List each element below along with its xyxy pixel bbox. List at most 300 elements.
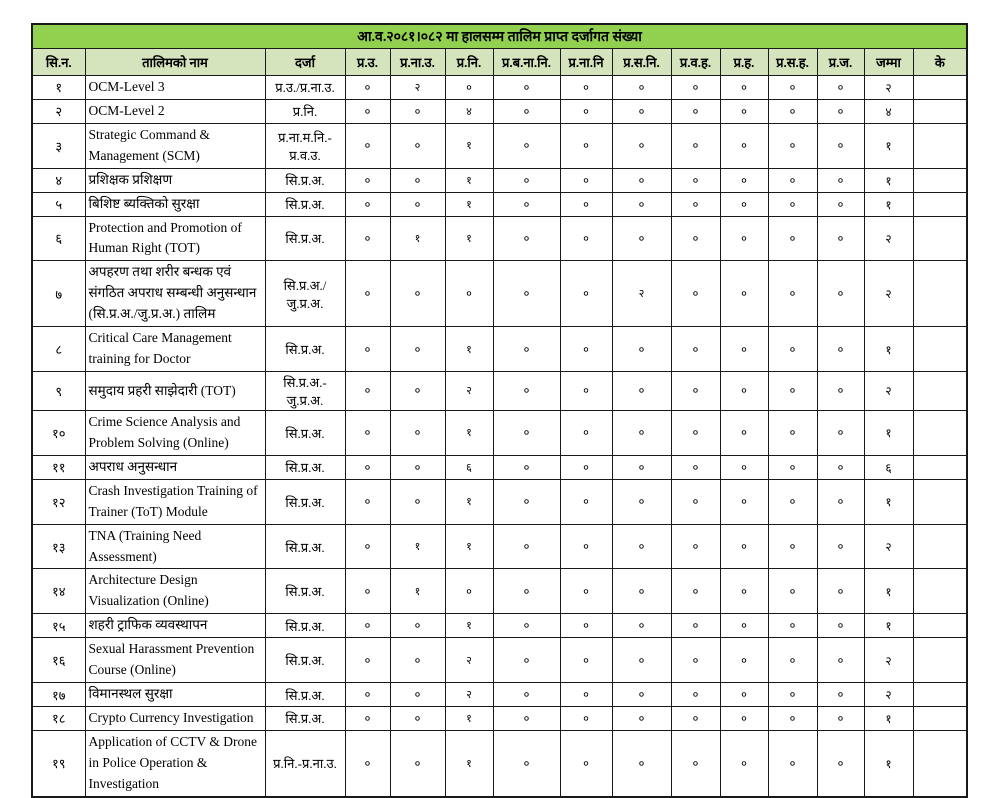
column-header-13: जम्मा bbox=[864, 49, 913, 76]
count-cell: ० bbox=[671, 479, 720, 524]
remark-cell bbox=[913, 76, 967, 100]
serial-number-cell: १० bbox=[32, 410, 85, 455]
serial-number-cell: १२ bbox=[32, 479, 85, 524]
total-cell: २ bbox=[864, 638, 913, 683]
serial-number-cell: ८ bbox=[32, 327, 85, 372]
count-cell: ० bbox=[345, 524, 390, 569]
table-row bbox=[32, 683, 967, 707]
count-cell: ० bbox=[612, 479, 671, 524]
table-row bbox=[32, 216, 967, 261]
count-cell: ० bbox=[345, 216, 390, 261]
count-cell: ० bbox=[817, 261, 864, 327]
count-cell: ० bbox=[493, 123, 560, 168]
training-name-cell: प्रशिक्षक प्रशिक्षण bbox=[85, 168, 265, 192]
serial-number-cell: १९ bbox=[32, 730, 85, 796]
column-header-11: प्र.स.ह. bbox=[768, 49, 817, 76]
count-cell: १ bbox=[445, 168, 493, 192]
count-cell: ० bbox=[390, 371, 445, 410]
column-header-4: प्र.ना.उ. bbox=[390, 49, 445, 76]
column-header-8: प्र.स.नि. bbox=[612, 49, 671, 76]
column-header-14: के bbox=[913, 49, 967, 76]
rank-cell: सि.प्र.अ.-जु.प्र.अ. bbox=[265, 371, 345, 410]
rank-cell: सि.प्र.अ. bbox=[265, 455, 345, 479]
count-cell: ० bbox=[345, 683, 390, 707]
count-cell: ० bbox=[768, 76, 817, 100]
total-cell: १ bbox=[864, 706, 913, 730]
rank-cell: सि.प्र.अ. bbox=[265, 569, 345, 614]
count-cell: ० bbox=[768, 410, 817, 455]
count-cell: ० bbox=[612, 614, 671, 638]
count-cell: ० bbox=[493, 614, 560, 638]
count-cell: ० bbox=[671, 371, 720, 410]
rank-cell: सि.प्र.अ. bbox=[265, 479, 345, 524]
count-cell: ० bbox=[612, 683, 671, 707]
count-cell: ० bbox=[768, 569, 817, 614]
table-row bbox=[32, 327, 967, 372]
training-name-cell: Application of CCTV & Drone in Police Operation & Investigation bbox=[85, 730, 265, 796]
training-name-cell: OCM-Level 3 bbox=[85, 76, 265, 100]
training-name-cell: शहरी ट्राफिक व्यवस्थापन bbox=[85, 614, 265, 638]
count-cell: ० bbox=[768, 371, 817, 410]
count-cell: ० bbox=[390, 192, 445, 216]
column-header-10: प्र.ह. bbox=[720, 49, 768, 76]
count-cell: ० bbox=[671, 706, 720, 730]
count-cell: ० bbox=[493, 479, 560, 524]
count-cell: १ bbox=[445, 192, 493, 216]
count-cell: ० bbox=[493, 99, 560, 123]
training-name-cell: Strategic Command & Management (SCM) bbox=[85, 123, 265, 168]
count-cell: ० bbox=[612, 455, 671, 479]
count-cell: ० bbox=[493, 192, 560, 216]
count-cell: १ bbox=[445, 123, 493, 168]
count-cell: ० bbox=[720, 614, 768, 638]
count-cell: ० bbox=[720, 168, 768, 192]
count-cell: ० bbox=[612, 638, 671, 683]
count-cell: ० bbox=[345, 192, 390, 216]
count-cell: ० bbox=[720, 261, 768, 327]
column-header-9: प्र.व.ह. bbox=[671, 49, 720, 76]
count-cell: ० bbox=[345, 455, 390, 479]
count-cell: ० bbox=[560, 371, 612, 410]
training-name-cell: OCM-Level 2 bbox=[85, 99, 265, 123]
count-cell: ० bbox=[671, 410, 720, 455]
serial-number-cell: ७ bbox=[32, 261, 85, 327]
count-cell: ० bbox=[612, 524, 671, 569]
count-cell: ० bbox=[817, 524, 864, 569]
count-cell: १ bbox=[390, 569, 445, 614]
total-cell: १ bbox=[864, 569, 913, 614]
count-cell: ० bbox=[817, 455, 864, 479]
count-cell: ० bbox=[390, 614, 445, 638]
count-cell: ० bbox=[768, 455, 817, 479]
count-cell: १ bbox=[390, 524, 445, 569]
count-cell: ० bbox=[768, 123, 817, 168]
remark-cell bbox=[913, 99, 967, 123]
count-cell: १ bbox=[445, 479, 493, 524]
table-row bbox=[32, 479, 967, 524]
count-cell: ० bbox=[817, 99, 864, 123]
remark-cell bbox=[913, 192, 967, 216]
serial-number-cell: १८ bbox=[32, 706, 85, 730]
count-cell: ० bbox=[345, 638, 390, 683]
total-cell: २ bbox=[864, 683, 913, 707]
training-name-cell: Crime Science Analysis and Problem Solving (Online) bbox=[85, 410, 265, 455]
table-row bbox=[32, 261, 967, 327]
count-cell: ० bbox=[817, 371, 864, 410]
count-cell: ० bbox=[817, 410, 864, 455]
count-cell: ० bbox=[768, 479, 817, 524]
serial-number-cell: १६ bbox=[32, 638, 85, 683]
count-cell: ० bbox=[720, 524, 768, 569]
table-row bbox=[32, 123, 967, 168]
table-row bbox=[32, 76, 967, 100]
count-cell: ० bbox=[493, 524, 560, 569]
count-cell: ० bbox=[817, 614, 864, 638]
remark-cell bbox=[913, 479, 967, 524]
serial-number-cell: १४ bbox=[32, 569, 85, 614]
total-cell: १ bbox=[864, 410, 913, 455]
count-cell: ४ bbox=[445, 99, 493, 123]
count-cell: २ bbox=[390, 76, 445, 100]
count-cell: ० bbox=[671, 76, 720, 100]
header-row bbox=[32, 49, 967, 76]
remark-cell bbox=[913, 524, 967, 569]
count-cell: ० bbox=[720, 638, 768, 683]
count-cell: ० bbox=[817, 730, 864, 796]
serial-number-cell: ६ bbox=[32, 216, 85, 261]
rank-cell: सि.प्र.अ. bbox=[265, 168, 345, 192]
page-title: आ.व.२०८१।०८२ मा हालसम्म तालिम प्राप्त दर्जागत संख्या bbox=[32, 24, 967, 49]
remark-cell bbox=[913, 706, 967, 730]
count-cell: ० bbox=[345, 261, 390, 327]
count-cell: ० bbox=[720, 706, 768, 730]
total-cell: १ bbox=[864, 123, 913, 168]
table-row bbox=[32, 614, 967, 638]
count-cell: ० bbox=[720, 683, 768, 707]
rank-cell: सि.प्र.अ. bbox=[265, 524, 345, 569]
remark-cell bbox=[913, 371, 967, 410]
count-cell: ० bbox=[720, 99, 768, 123]
table-row bbox=[32, 371, 967, 410]
count-cell: ० bbox=[612, 730, 671, 796]
count-cell: ० bbox=[612, 371, 671, 410]
count-cell: ० bbox=[560, 569, 612, 614]
count-cell: ० bbox=[671, 683, 720, 707]
count-cell: ० bbox=[493, 730, 560, 796]
count-cell: ० bbox=[560, 168, 612, 192]
count-cell: ० bbox=[612, 216, 671, 261]
column-header-1: तालिमको नाम bbox=[85, 49, 265, 76]
column-header-0: सि.न. bbox=[32, 49, 85, 76]
count-cell: ० bbox=[817, 168, 864, 192]
count-cell: १ bbox=[445, 216, 493, 261]
count-cell: ० bbox=[768, 192, 817, 216]
count-cell: ० bbox=[671, 455, 720, 479]
training-name-cell: Critical Care Management training for Doctor bbox=[85, 327, 265, 372]
training-name-cell: समुदाय प्रहरी साझेदारी (TOT) bbox=[85, 371, 265, 410]
rank-cell: प्र.ना.म.नि.-प्र.व.उ. bbox=[265, 123, 345, 168]
count-cell: ० bbox=[345, 614, 390, 638]
count-cell: ० bbox=[817, 192, 864, 216]
serial-number-cell: १७ bbox=[32, 683, 85, 707]
total-cell: १ bbox=[864, 192, 913, 216]
count-cell: ० bbox=[345, 410, 390, 455]
rank-cell: सि.प्र.अ. bbox=[265, 410, 345, 455]
table-row bbox=[32, 524, 967, 569]
count-cell: ० bbox=[345, 76, 390, 100]
count-cell: १ bbox=[445, 410, 493, 455]
count-cell: ० bbox=[345, 479, 390, 524]
count-cell: ० bbox=[612, 327, 671, 372]
count-cell: १ bbox=[445, 327, 493, 372]
count-cell: ० bbox=[493, 638, 560, 683]
serial-number-cell: ४ bbox=[32, 168, 85, 192]
count-cell: १ bbox=[445, 614, 493, 638]
serial-number-cell: १ bbox=[32, 76, 85, 100]
rank-cell: प्र.उ./प्र.ना.उ. bbox=[265, 76, 345, 100]
column-header-2: दर्जा bbox=[265, 49, 345, 76]
document-sheet bbox=[31, 23, 968, 798]
serial-number-cell: ९ bbox=[32, 371, 85, 410]
rank-cell: सि.प्र.अ. bbox=[265, 638, 345, 683]
count-cell: ६ bbox=[445, 455, 493, 479]
count-cell: ० bbox=[612, 569, 671, 614]
column-header-12: प्र.ज. bbox=[817, 49, 864, 76]
remark-cell bbox=[913, 614, 967, 638]
count-cell: ० bbox=[720, 76, 768, 100]
column-header-7: प्र.ना.नि bbox=[560, 49, 612, 76]
count-cell: ० bbox=[493, 683, 560, 707]
serial-number-cell: १३ bbox=[32, 524, 85, 569]
count-cell: ० bbox=[560, 706, 612, 730]
count-cell: ० bbox=[768, 683, 817, 707]
count-cell: ० bbox=[493, 261, 560, 327]
count-cell: ० bbox=[560, 479, 612, 524]
count-cell: ० bbox=[612, 410, 671, 455]
rank-cell: सि.प्र.अ. bbox=[265, 706, 345, 730]
count-cell: ० bbox=[671, 638, 720, 683]
count-cell: ० bbox=[560, 261, 612, 327]
training-name-cell: Protection and Promotion of Human Right (TOT) bbox=[85, 216, 265, 261]
training-name-cell: अपराध अनुसन्धान bbox=[85, 455, 265, 479]
count-cell: ० bbox=[345, 569, 390, 614]
serial-number-cell: ११ bbox=[32, 455, 85, 479]
count-cell: ० bbox=[560, 524, 612, 569]
remark-cell bbox=[913, 216, 967, 261]
count-cell: ० bbox=[612, 76, 671, 100]
count-cell: १ bbox=[445, 730, 493, 796]
count-cell: ० bbox=[720, 123, 768, 168]
count-cell: ० bbox=[445, 261, 493, 327]
count-cell: ० bbox=[817, 327, 864, 372]
remark-cell bbox=[913, 455, 967, 479]
training-name-cell: बिशिष्ट ब्यक्तिको सुरक्षा bbox=[85, 192, 265, 216]
remark-cell bbox=[913, 123, 967, 168]
count-cell: ० bbox=[612, 192, 671, 216]
count-cell: २ bbox=[445, 371, 493, 410]
count-cell: ० bbox=[612, 168, 671, 192]
count-cell: ० bbox=[768, 261, 817, 327]
count-cell: ० bbox=[345, 730, 390, 796]
count-cell: ० bbox=[817, 216, 864, 261]
count-cell: ० bbox=[445, 569, 493, 614]
remark-cell bbox=[913, 638, 967, 683]
count-cell: ० bbox=[612, 706, 671, 730]
count-cell: ० bbox=[612, 99, 671, 123]
training-name-cell: विमानस्थल सुरक्षा bbox=[85, 683, 265, 707]
count-cell: ० bbox=[560, 614, 612, 638]
count-cell: ० bbox=[768, 327, 817, 372]
count-cell: १ bbox=[390, 216, 445, 261]
remark-cell bbox=[913, 327, 967, 372]
count-cell: ० bbox=[768, 638, 817, 683]
count-cell: ० bbox=[720, 216, 768, 261]
count-cell: ० bbox=[671, 614, 720, 638]
count-cell: ० bbox=[493, 569, 560, 614]
count-cell: ० bbox=[345, 371, 390, 410]
remark-cell bbox=[913, 683, 967, 707]
count-cell: १ bbox=[445, 706, 493, 730]
count-cell: ० bbox=[671, 99, 720, 123]
table-row bbox=[32, 638, 967, 683]
table-row bbox=[32, 168, 967, 192]
count-cell: ० bbox=[390, 99, 445, 123]
count-cell: २ bbox=[445, 683, 493, 707]
table-body bbox=[32, 76, 967, 797]
count-cell: ० bbox=[768, 614, 817, 638]
remark-cell bbox=[913, 730, 967, 796]
count-cell: ० bbox=[817, 683, 864, 707]
title-row bbox=[32, 24, 967, 49]
count-cell: १ bbox=[445, 524, 493, 569]
total-cell: १ bbox=[864, 327, 913, 372]
count-cell: ० bbox=[720, 192, 768, 216]
count-cell: ० bbox=[671, 216, 720, 261]
count-cell: ० bbox=[671, 730, 720, 796]
rank-cell: सि.प्र.अ./जु.प्र.अ. bbox=[265, 261, 345, 327]
count-cell: ० bbox=[671, 168, 720, 192]
count-cell: ० bbox=[768, 168, 817, 192]
count-cell: ० bbox=[445, 76, 493, 100]
remark-cell bbox=[913, 410, 967, 455]
count-cell: ० bbox=[817, 76, 864, 100]
column-header-5: प्र.नि. bbox=[445, 49, 493, 76]
count-cell: ० bbox=[817, 123, 864, 168]
count-cell: ० bbox=[390, 123, 445, 168]
total-cell: ४ bbox=[864, 99, 913, 123]
remark-cell bbox=[913, 168, 967, 192]
count-cell: ० bbox=[390, 410, 445, 455]
count-cell: ० bbox=[390, 683, 445, 707]
count-cell: ० bbox=[817, 479, 864, 524]
count-cell: ० bbox=[560, 123, 612, 168]
count-cell: ० bbox=[390, 479, 445, 524]
count-cell: ० bbox=[493, 410, 560, 455]
table-row bbox=[32, 706, 967, 730]
count-cell: ० bbox=[720, 371, 768, 410]
training-name-cell: TNA (Training Need Assessment) bbox=[85, 524, 265, 569]
table-row bbox=[32, 730, 967, 796]
count-cell: ० bbox=[345, 99, 390, 123]
table-row bbox=[32, 455, 967, 479]
serial-number-cell: २ bbox=[32, 99, 85, 123]
count-cell: ० bbox=[390, 638, 445, 683]
count-cell: ० bbox=[345, 123, 390, 168]
rank-cell: सि.प्र.अ. bbox=[265, 327, 345, 372]
rank-cell: सि.प्र.अ. bbox=[265, 614, 345, 638]
count-cell: ० bbox=[768, 524, 817, 569]
count-cell: ० bbox=[817, 569, 864, 614]
rank-cell: सि.प्र.अ. bbox=[265, 192, 345, 216]
total-cell: १ bbox=[864, 168, 913, 192]
count-cell: ० bbox=[560, 192, 612, 216]
serial-number-cell: ५ bbox=[32, 192, 85, 216]
count-cell: ० bbox=[817, 638, 864, 683]
training-rank-table bbox=[31, 23, 968, 798]
count-cell: ० bbox=[390, 168, 445, 192]
count-cell: ० bbox=[671, 327, 720, 372]
count-cell: ० bbox=[768, 216, 817, 261]
count-cell: ० bbox=[493, 371, 560, 410]
table-row bbox=[32, 569, 967, 614]
total-cell: २ bbox=[864, 371, 913, 410]
count-cell: ० bbox=[560, 638, 612, 683]
count-cell: ० bbox=[390, 730, 445, 796]
total-cell: २ bbox=[864, 216, 913, 261]
count-cell: ० bbox=[560, 410, 612, 455]
count-cell: ० bbox=[720, 410, 768, 455]
count-cell: ० bbox=[493, 706, 560, 730]
column-header-6: प्र.ब.ना.नि. bbox=[493, 49, 560, 76]
count-cell: ० bbox=[560, 683, 612, 707]
count-cell: ० bbox=[720, 455, 768, 479]
count-cell: ० bbox=[720, 479, 768, 524]
count-cell: ० bbox=[390, 706, 445, 730]
rank-cell: प्र.नि.-प्र.ना.उ. bbox=[265, 730, 345, 796]
remark-cell bbox=[913, 569, 967, 614]
table-row bbox=[32, 192, 967, 216]
count-cell: ० bbox=[345, 706, 390, 730]
count-cell: ० bbox=[671, 569, 720, 614]
count-cell: ० bbox=[560, 99, 612, 123]
total-cell: १ bbox=[864, 479, 913, 524]
count-cell: ० bbox=[560, 216, 612, 261]
count-cell: २ bbox=[612, 261, 671, 327]
total-cell: १ bbox=[864, 614, 913, 638]
total-cell: १ bbox=[864, 730, 913, 796]
count-cell: ० bbox=[768, 730, 817, 796]
count-cell: ० bbox=[560, 327, 612, 372]
count-cell: ० bbox=[560, 455, 612, 479]
total-cell: ६ bbox=[864, 455, 913, 479]
remark-cell bbox=[913, 261, 967, 327]
count-cell: २ bbox=[445, 638, 493, 683]
count-cell: ० bbox=[493, 168, 560, 192]
table-row bbox=[32, 99, 967, 123]
serial-number-cell: १५ bbox=[32, 614, 85, 638]
count-cell: ० bbox=[671, 192, 720, 216]
count-cell: ० bbox=[612, 123, 671, 168]
count-cell: ० bbox=[493, 216, 560, 261]
total-cell: २ bbox=[864, 261, 913, 327]
count-cell: ० bbox=[768, 706, 817, 730]
count-cell: ० bbox=[493, 455, 560, 479]
count-cell: ० bbox=[768, 99, 817, 123]
total-cell: २ bbox=[864, 524, 913, 569]
training-name-cell: Crash Investigation Training of Trainer (ToT) Module bbox=[85, 479, 265, 524]
count-cell: ० bbox=[560, 76, 612, 100]
training-name-cell: Crypto Currency Investigation bbox=[85, 706, 265, 730]
